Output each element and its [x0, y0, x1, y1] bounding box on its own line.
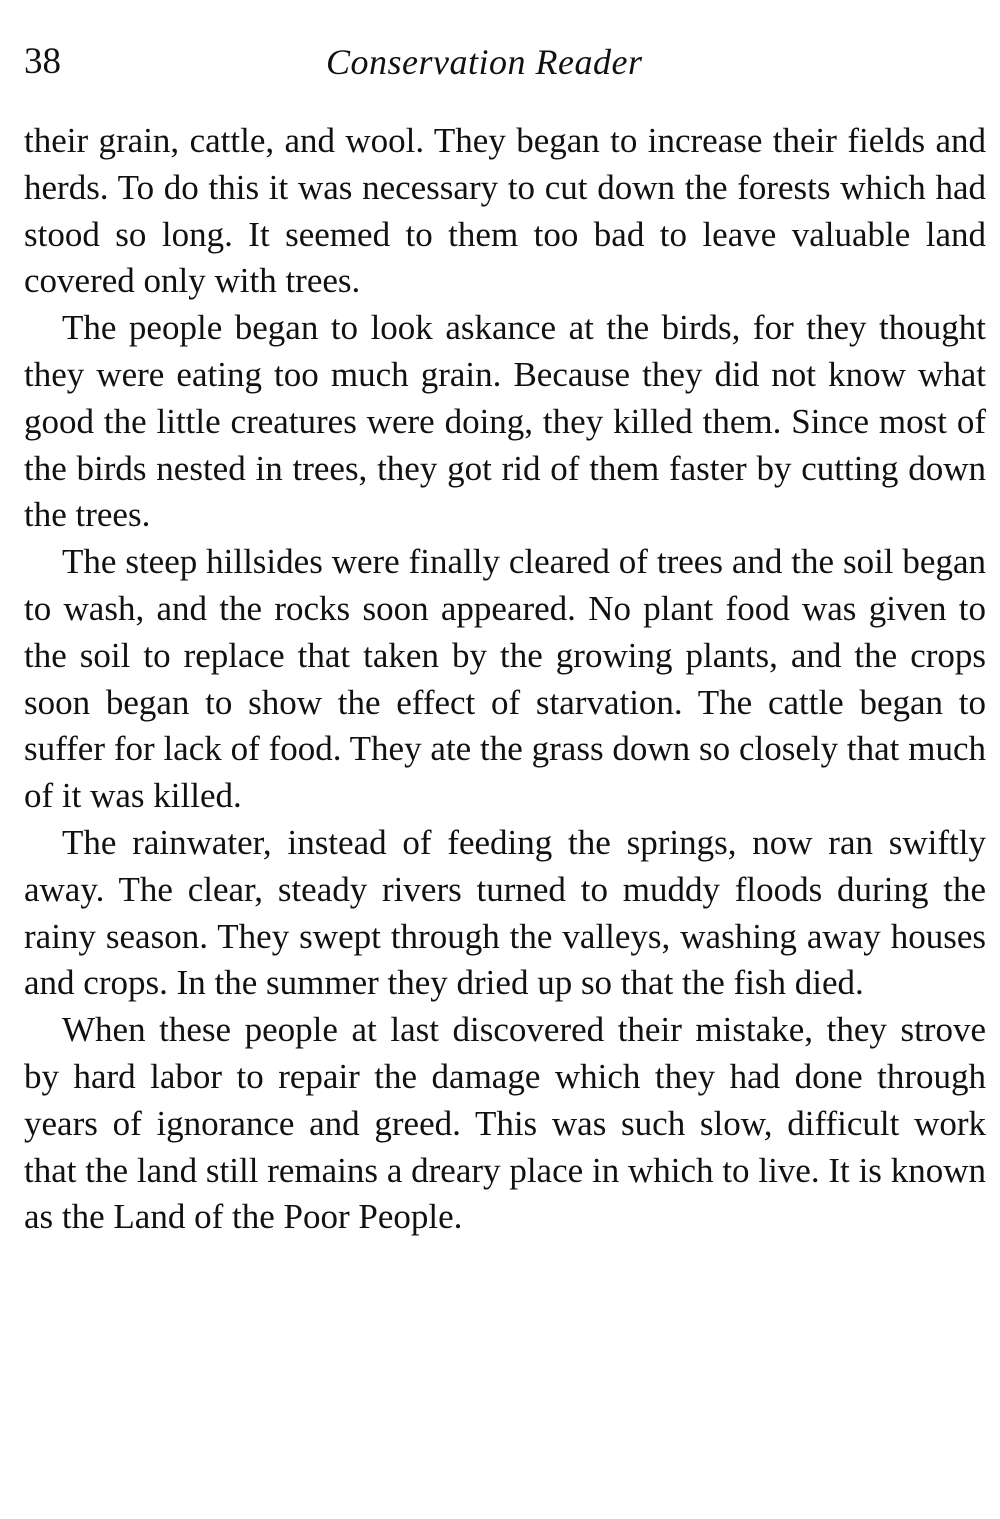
paragraph-3: The steep hillsides were finally cleared of trees and the soil began to wash, and the rocks soon appeared. No plant food was given to the soil to replace that taken by the growing plants, and the crops soon began to show the effect of starvation. The cattle began to suffer for lack of food. They ate the grass down so closely that much of it was killed.: [24, 542, 986, 816]
page-header: [24, 38, 976, 86]
paragraph-4: The rainwater, instead of feeding the springs, now ran swiftly away. The clear, steady rivers turned to muddy floods during the rainy season. They swept through the valleys, washing away houses and crops. In the summer they dried up so that the fish died.: [24, 822, 986, 1003]
paragraph-5: When these people at last discovered their mistake, they strove by hard labor to repair the damage which they had done through years of ignorance and greed. This was such slow, difficult work that the land still remains a dreary place in which to live. It is known as the Land of the Poor People.: [24, 1010, 986, 1237]
page-number: 38: [24, 41, 61, 82]
paragraph-2: The people began to look askance at the birds, for they thought they were eating too much grain. Because they did not know what good the little creatures were doing, they killed them. Since most of the birds nested in trees, they got rid of them faster by cutting down the trees.: [24, 308, 986, 535]
body-text: [24, 118, 986, 1241]
running-title: Conservation Reader: [326, 42, 643, 82]
paragraph-1: their grain, cattle, and wool. They began to increase their fields and herds. To do this it was necessary to cut down the forests which had stood so long. It seemed to them too bad to leave valuable land covered only with trees.: [24, 121, 986, 301]
